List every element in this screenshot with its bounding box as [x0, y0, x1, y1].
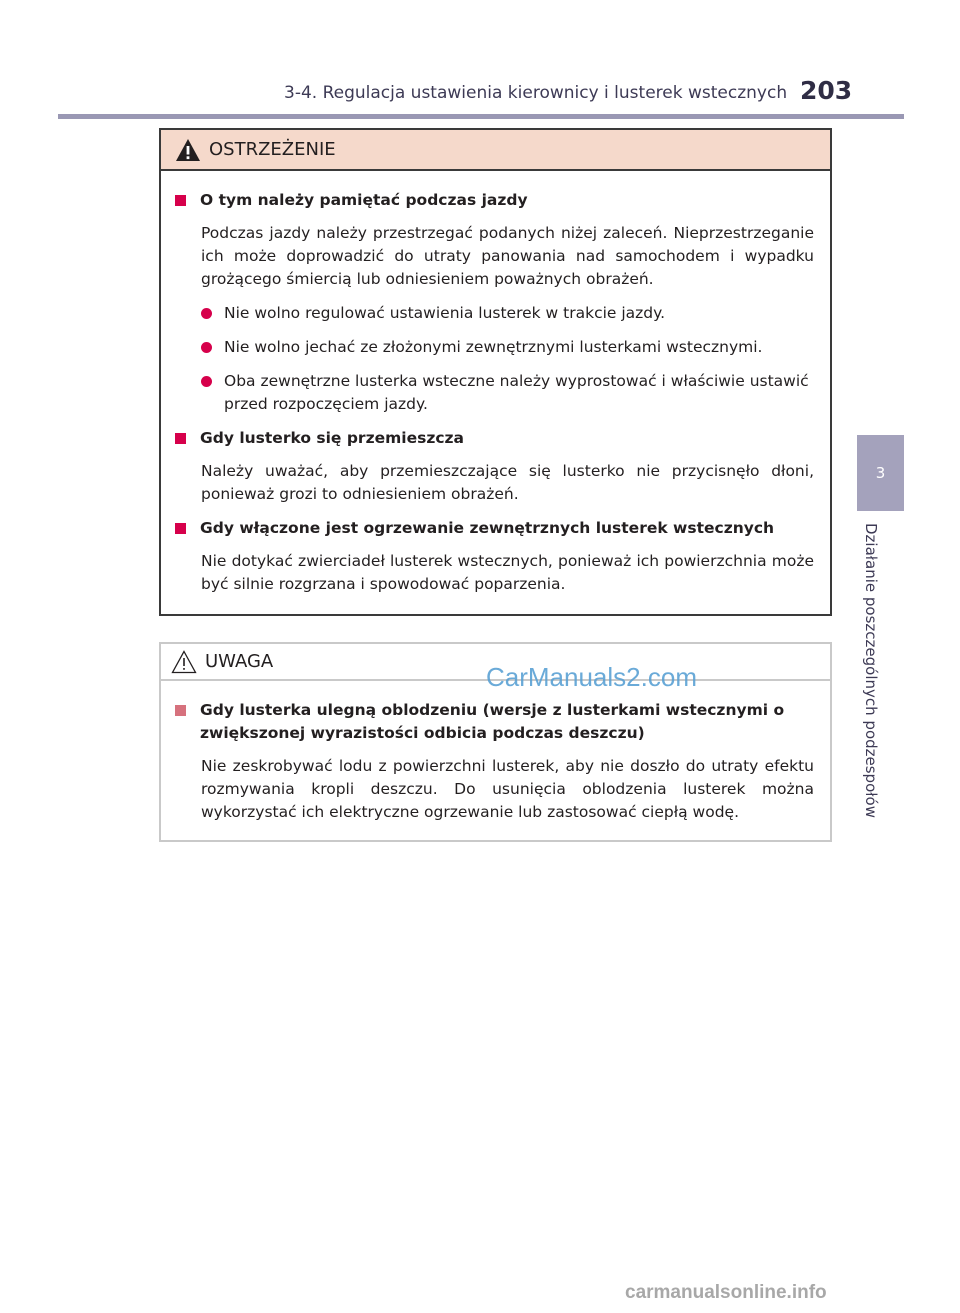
list-item	[201, 302, 814, 325]
section-heading-text: O tym należy pamiętać podczas jazdy	[200, 191, 528, 209]
list-item	[201, 336, 814, 359]
warning-section-heading	[175, 427, 814, 450]
page-number: 203	[800, 76, 853, 105]
dot-bullet-icon	[201, 308, 212, 319]
list-item	[201, 370, 814, 416]
dot-bullet-icon	[201, 342, 212, 353]
header-section-title: 3-4. Regulacja ustawienia kierownicy i lusterek wstecznych	[284, 83, 788, 103]
list-item-text: Nie wolno regulować ustawienia lusterek w trakcie jazdy.	[224, 304, 666, 322]
warning-box	[159, 128, 832, 616]
caution-section-heading	[175, 699, 814, 745]
watermark-carmanuals2: CarManuals2.com	[486, 662, 697, 692]
square-bullet-icon	[175, 433, 186, 444]
caution-box-title: UWAGA	[205, 651, 274, 672]
section-paragraph: Należy uważać, aby przemieszczające się lusterko nie przycisnęło dłoni, ponieważ grozi to odniesieniem obrażeń.	[201, 462, 814, 503]
dot-bullet-icon	[201, 376, 212, 387]
warning-box-title: OSTRZEŻENIE	[209, 139, 336, 160]
header-divider	[58, 114, 904, 119]
warning-section-heading	[175, 189, 814, 212]
chapter-tab[interactable]: 3	[857, 435, 904, 511]
section-paragraph: Nie zeskrobywać lodu z powierzchni lusterek, aby nie doszło do utraty efektu rozmywania kropli deszczu. Do usunięcia oblodzenia lusterek można wykorzystać ich elektryczne ogrzewanie lub zastosować ciepłą wodę.	[201, 757, 814, 821]
section-heading-text: Gdy włączone jest ogrzewanie zewnętrznych lusterek wstecznych	[200, 519, 775, 537]
list-item-text: Nie wolno jechać ze złożonymi zewnętrznymi lusterkami wstecznymi.	[224, 338, 763, 356]
square-bullet-icon	[175, 195, 186, 206]
warning-box-header	[161, 130, 830, 171]
section-heading-text: Gdy lusterko się przemieszcza	[200, 429, 465, 447]
warning-box-body	[161, 171, 830, 596]
watermark-carmanualsonline: carmanualsonline.info	[625, 1282, 827, 1303]
chapter-label: Działanie poszczególnych podzespołów	[862, 523, 880, 818]
list-item-text: Oba zewnętrzne lusterka wsteczne należy wyprostować i właściwie ustawić przed rozpoczęciem jazdy.	[224, 372, 809, 413]
caution-triangle-icon	[171, 650, 197, 674]
square-bullet-icon	[175, 705, 186, 716]
caution-box-body	[161, 681, 830, 824]
warning-triangle-icon	[175, 138, 201, 162]
section-paragraph: Nie dotykać zwierciadeł lusterek wstecznych, ponieważ ich powierzchnia może być silnie rozgrzana i spowodować poparzenia.	[201, 552, 814, 593]
square-bullet-icon	[175, 523, 186, 534]
section-paragraph: Podczas jazdy należy przestrzegać podanych niżej zaleceń. Nieprzestrzeganie ich może doprowadzić do utraty panowania nad samochodem i wypadku grożącego śmiercią lub odniesieniem poważnych obrażeń.	[201, 224, 814, 288]
section-heading-text: Gdy lusterka ulegną oblodzeniu (wersje z lusterkami wstecznymi o zwiększonej wyrazistości odbicia podczas deszczu)	[200, 701, 785, 742]
warning-section-heading	[175, 517, 814, 540]
